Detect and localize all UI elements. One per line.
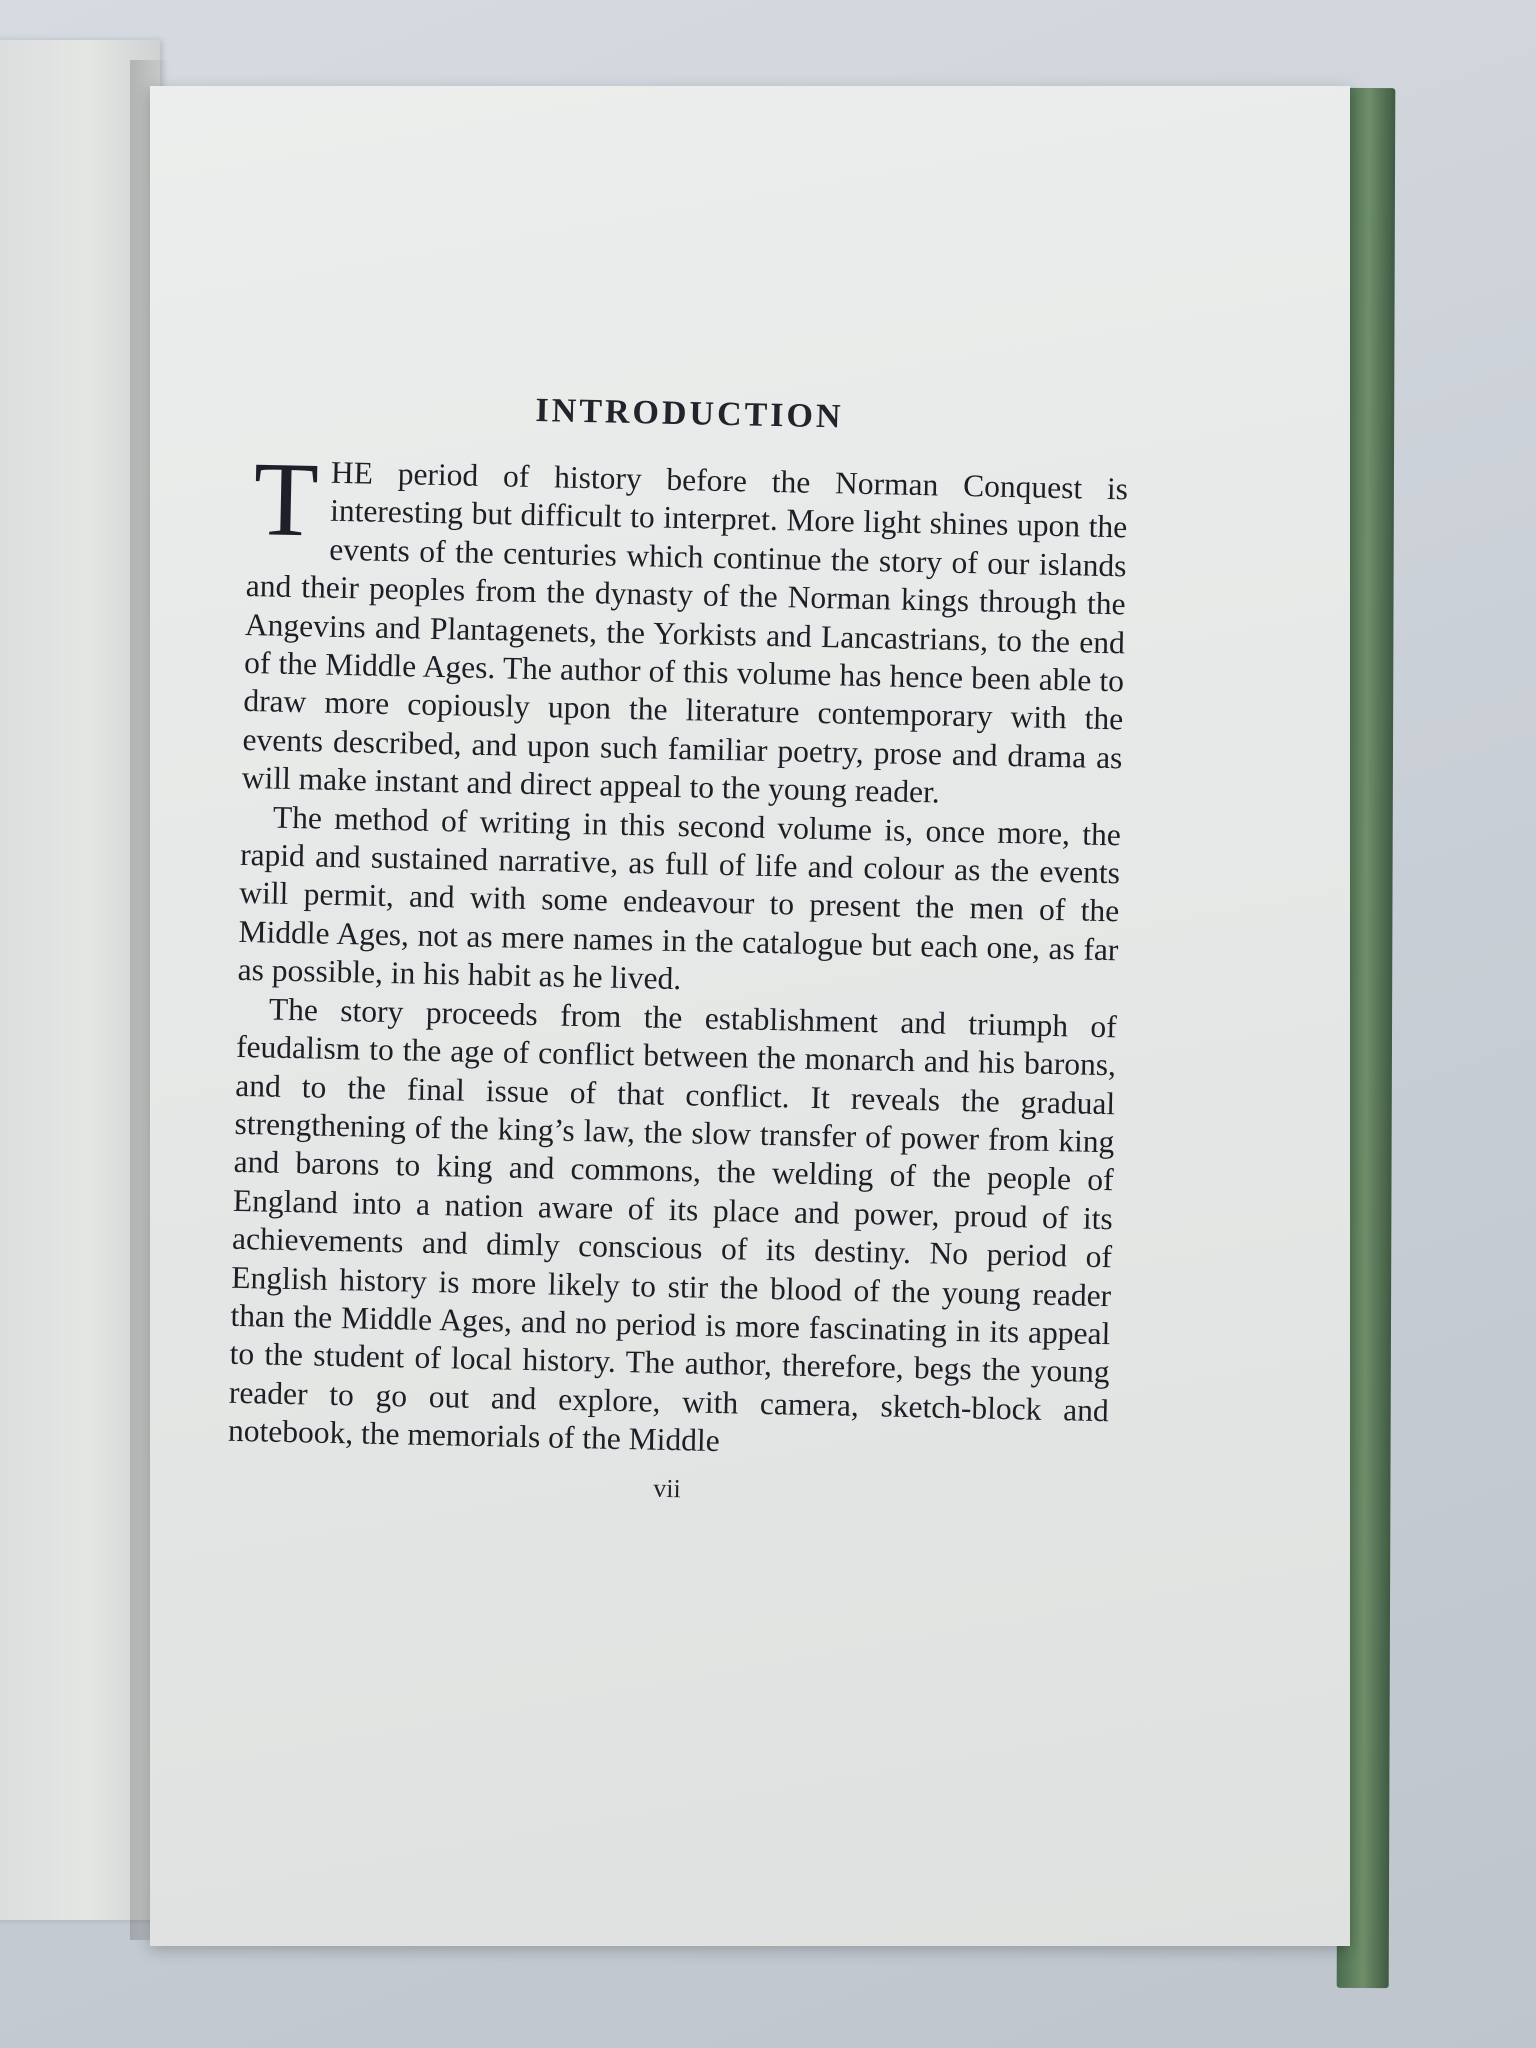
paragraph-3: The story proceeds from the establishment and triumph of feudalism to the age of conflict between the monarch and his barons, and to the final issue of that conflict. It reveals the gradual strengthening of the king’s law, the slow transfer of power from king and barons to king and commons, the welding of the people of England into a nation aware of its place and power, proud of its achievements and dimly conscious of its destiny. No period of English history is more likely to stir the blood of the young reader than the Middle Ages, and no period is more fascinating in its appeal to the student of local history. The author, therefore, begs the young reader to go out and explore, with camera, sketch-block and notebook, the memorials of the Middle (227, 991, 1118, 1459)
book-page (150, 86, 1350, 1946)
paragraph-2: The method of writing in this second volume is, once more, the rapid and sustained narrative, as full of life and colour as the events will permit, and with some endeavour to present the men of the Middle Ages, not as mere names in the catalogue but each one, as far as possible, in his habit as he lived. (237, 799, 1122, 997)
body-text (227, 440, 1129, 1469)
paragraph-1-text: HE period of history before the Norman Conquest is interesting but difficult to interpret. More light shines upon the events of the centuries which continue the story of our islands and their peoples from the dynasty of the Norman kings through the Angevins and Plantagenets, the Yorkists and Lancastrians, to the end of the Middle Ages. The author of this volume has hence been able to draw more copiously upon the literature contemporary with the events described, and upon such familiar poetry, prose and drama as will make instant and direct appeal to the young reader. (241, 454, 1129, 810)
paragraph-1 (241, 440, 1129, 816)
page-number: vii (652, 1473, 682, 1503)
drop-cap: T (252, 440, 320, 559)
page-content (227, 386, 1130, 1513)
chapter-heading: INTRODUCTION (535, 391, 844, 436)
